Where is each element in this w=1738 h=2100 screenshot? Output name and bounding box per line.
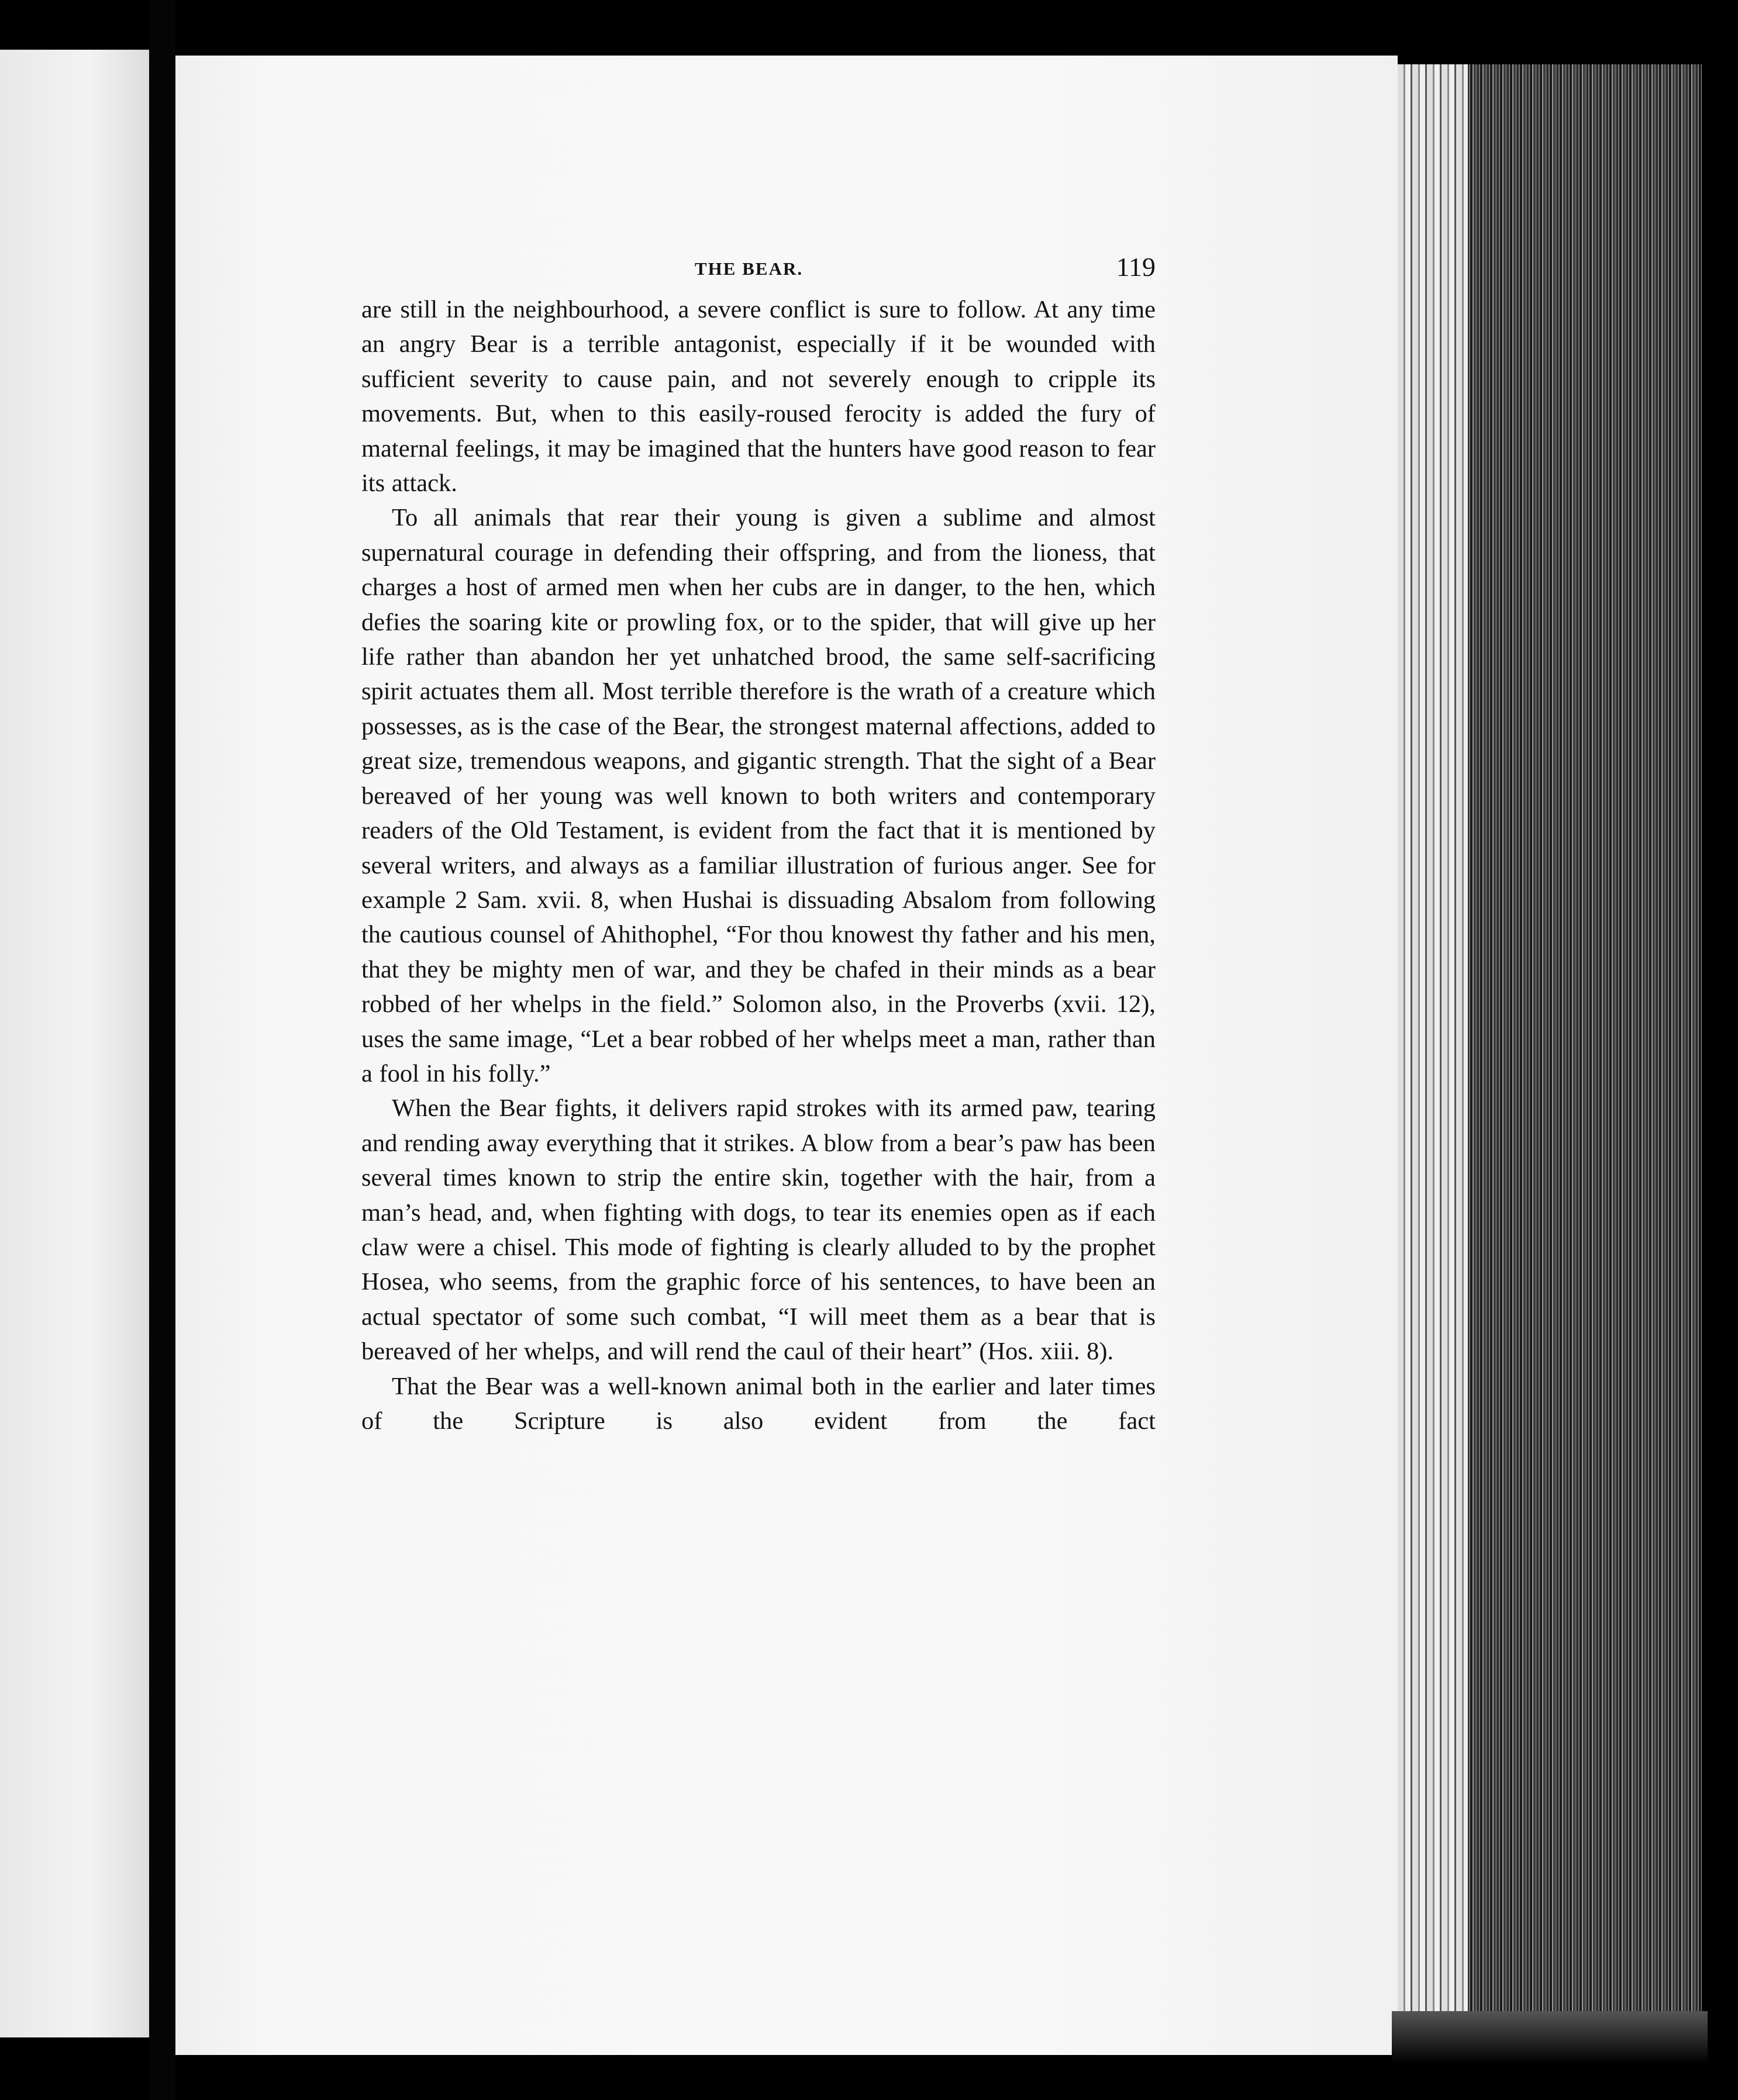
- paragraph-2: To all animals that rear their young is given a sublime and almost supernatural courage in defending their offspring, and from the lioness, that charges a host of armed men when her cubs are in danger, to the hen, which defies the soaring kite or prowling fox, or to the spider, that will give up her life rather than abandon her yet unhatched brood, the same self-sacrificing spirit actuates them all. Most terrible therefore is the wrath of a creature which possesses, as is the case of the Bear, the strongest maternal affections, added to great size, tremendous weapons, and gigantic strength. That the sight of a Bear bereaved of her young was well known to both writers and contemporary readers of the Old Testament, is evident from the fact that it is mentioned by several writers, and always as a familiar illustration of furious anger. See for example 2 Sam. xvii. 8, when Hushai is dissuading Absalom from following the cautious counsel of Ahithophel, “For thou knowest thy father and his men, that they be mighty men of war, and they be chafed in their minds as a bear robbed of her whelps in the field.” Solomon also, in the Proverbs (xvii. 12), uses the same image, “Let a bear robbed of her whelps meet a man, rather than a fool in his folly.”: [361, 504, 1156, 1087]
- facing-page-edge: [0, 50, 149, 2037]
- text-block: [361, 246, 1156, 1438]
- paragraph-3: When the Bear fights, it delivers rapid strokes with its armed paw, tearing and rending away everything that it strikes. A blow from a bear’s paw has been several times known to strip the entire skin, together with the hair, from a man’s head, and, when fighting with dogs, to tear its enemies open as if each claw were a chisel. This mode of fighting is clearly alluded to by the prophet Hosea, who seems, from the graphic force of his sentences, to have been an actual spectator of some such combat, “I will meet them as a bear that is bereaved of her whelps, and will rend the caul of their heart” (Hos. xiii. 8).: [361, 1094, 1156, 1366]
- running-title: THE BEAR.: [695, 258, 804, 279]
- page-number: 119: [1116, 252, 1156, 282]
- running-head: [361, 246, 1156, 292]
- book-gutter: [149, 0, 175, 2100]
- paragraph-1: are still in the neighbourhood, a severe conflict is sure to follow. At any time an angry Bear is a terrible antagonist, especially if it be wounded with sufficient severity to cause pain, and not severely enough to cripple its movements. But, when to this easily-roused ferocity is added the fury of maternal feelings, it may be imagined that the hunters have good reason to fear its attack.: [361, 296, 1156, 498]
- paragraph-4: That the Bear was a well-known animal both in the earlier and later times of the Scripture is also evident from the fact: [361, 1372, 1156, 1435]
- book-bottom-edge: [1392, 2011, 1708, 2064]
- page-fore-edge-light: [1398, 64, 1468, 2040]
